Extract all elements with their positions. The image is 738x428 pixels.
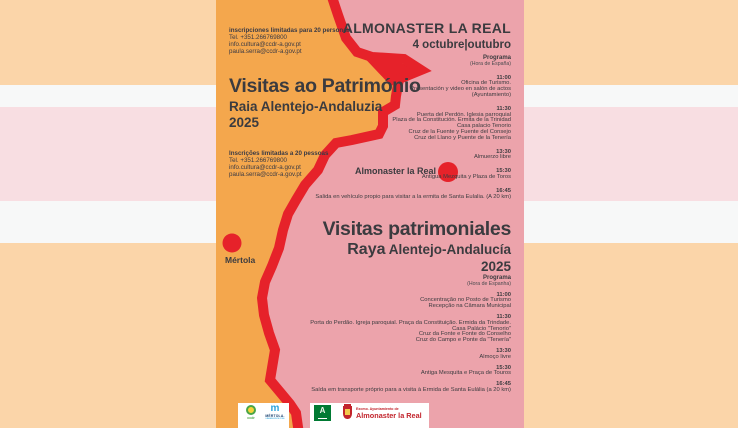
program-time: 11:30 — [496, 313, 511, 320]
logo-box-right — [310, 403, 429, 428]
title-es-region: Alentejo-Andalucía — [385, 242, 511, 257]
contact-line: Inscrições limitadas a 20 pessoas — [229, 150, 329, 157]
contact-line: inscripciones limitadas para 20 personas — [229, 27, 351, 34]
program-time: 16:45 — [496, 187, 511, 194]
program-header: Programa — [482, 275, 511, 281]
program-line: (Ayuntamiento) — [471, 91, 511, 98]
title-es-subtitle — [323, 242, 511, 258]
almonaster-crest-icon — [343, 406, 352, 419]
contact-line: Tel. +351.266769800 — [229, 34, 287, 41]
program-header: Programa — [482, 55, 511, 61]
program-subheader: (Hora de España) — [470, 60, 511, 67]
ayuntamiento-line1: Excmo. Ayuntamiento de — [356, 407, 399, 411]
title-pt-main: Visitas ao Património — [229, 75, 421, 97]
ccdr-logo — [242, 405, 260, 420]
program-line: Oficina de Turismo. — [461, 80, 511, 87]
contact-line: paula.serra@ccdr-a.gov.pt — [229, 48, 302, 55]
program-line: Cruz del Llano y Puente de la Tenería — [414, 134, 511, 141]
program-line: Presentación y video en salón de actos — [410, 86, 511, 93]
title-spanish — [323, 219, 511, 274]
mertola-logo-icon: m — [270, 403, 280, 414]
program-line: Plaza de la Constitución. Ermita de la Trinidad — [392, 117, 511, 124]
program-line: Casa Palácio "Tenorio" — [452, 325, 511, 332]
program-line: Cruz de la Fuente y Fuente del Consejo — [408, 128, 511, 135]
program-line: Saída em transporte próprio para a visita à Ermida de Santa Eulália (a 20 km) — [311, 386, 511, 393]
mertola-logo-subtext: CÂMARA MUNICIPAL — [265, 418, 285, 420]
program-time: 11:00 — [496, 74, 511, 81]
junta-andalucia-letter: A — [319, 406, 326, 415]
title-es-main: Visitas patrimoniales — [322, 218, 511, 240]
title-pt-year: 2025 — [229, 115, 260, 130]
program-line: Porta do Perdão. Igreja paroquial. Praça da Constituição. Ermida da Trindade. — [310, 319, 511, 326]
crest-inner — [345, 409, 350, 415]
program-line: Puerta del Perdón. Iglesia parroquial — [416, 111, 511, 118]
contact-info-spanish — [229, 27, 350, 55]
contact-line: Tel. +351.266769800 — [229, 157, 287, 164]
mertola-map-label: Mértola — [225, 255, 256, 265]
junta-andalucia-flag-bar — [318, 418, 327, 420]
program-line: Salida en vehículo propio para visitar a la ermita de Santa Eulalia. (A 20 km) — [315, 193, 511, 200]
event-header — [343, 20, 511, 51]
mertola-logo — [264, 404, 286, 421]
program-line: Recepção na Câmara Municipal — [428, 303, 511, 310]
program-line: Cruz da Fonte e Fonte do Conselho — [418, 331, 511, 338]
program-line: Almuerzo libre — [473, 154, 511, 161]
mertola-map-dot — [223, 234, 242, 253]
contact-line: info.cultura@ccdr-a.gov.pt — [229, 164, 301, 171]
event-title: ALMONASTER LA REAL — [342, 20, 511, 36]
program-line: Antigua Mezquita y Plaza de Toros — [421, 173, 511, 180]
program-line: Cruz do Campo e Ponte da "Tenería" — [415, 337, 511, 344]
program-line: Antiga Mesquita e Praça de Touros — [420, 370, 511, 377]
program-time: 16:45 — [496, 381, 511, 388]
program-time: 11:00 — [496, 291, 511, 298]
event-poster — [216, 0, 524, 428]
contact-line: info.cultura@ccdr-a.gov.pt — [229, 41, 301, 48]
program-time: 13:30 — [496, 148, 511, 155]
program-spanish — [261, 56, 511, 200]
crest-crown — [344, 404, 351, 406]
junta-andalucia-logo — [314, 405, 331, 421]
program-line: Almoço livre — [479, 353, 511, 360]
program-subheader: (Hora de Espanha) — [467, 280, 511, 287]
program-time: 15:30 — [496, 168, 511, 175]
ayuntamiento-logo-text — [356, 407, 422, 420]
ccdr-logo-text: ccdr — [247, 416, 255, 420]
logo-box-left — [238, 403, 289, 428]
program-time: 13:30 — [496, 347, 511, 354]
ayuntamiento-line2: Almonaster la Real — [356, 410, 422, 420]
ccdr-logo-icon — [246, 405, 256, 415]
title-es-raya: Raya — [347, 241, 386, 258]
program-line: Casa palacio Tenorio — [456, 123, 511, 130]
event-date: 4 octubre|outubro — [412, 39, 511, 51]
almonaster-map-label: Almonaster la Real — [354, 166, 436, 176]
contact-line: paula.serra@ccdr-a.gov.pt — [229, 171, 302, 178]
program-time: 15:30 — [496, 364, 511, 371]
title-es-year: 2025 — [480, 259, 511, 274]
title-pt-subtitle: Raia Alentejo-Andaluzia — [229, 99, 383, 114]
program-portuguese — [261, 276, 511, 394]
program-line: Concentração no Posto de Turismo — [420, 297, 511, 304]
program-time: 11:30 — [496, 105, 511, 112]
mertola-logo-text: MÉRTOLA. — [265, 414, 285, 418]
